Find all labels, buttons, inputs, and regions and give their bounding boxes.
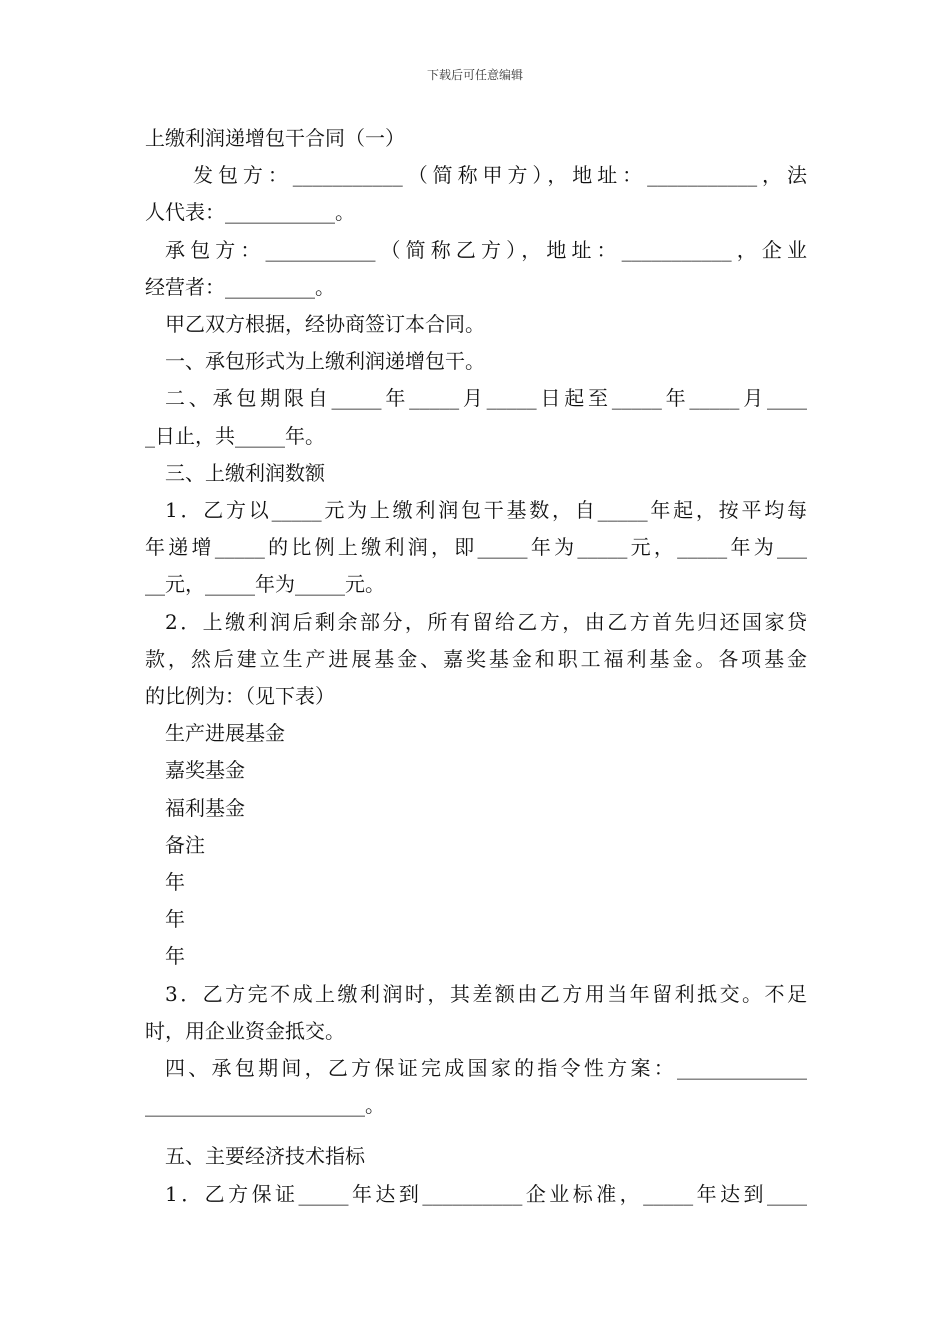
paragraph-line: 款，然后建立生产进展基金、嘉奖基金和职工福利基金。各项基金 (145, 646, 807, 671)
paragraph-line: 1．乙方以_____元为上缴利润包干基数，自_____年起，按平均每 (165, 498, 807, 523)
paragraph-line: 二、承包期限自_____年_____月_____日起至_____年_____月____ (165, 386, 807, 411)
table-cell-text: 年 (165, 870, 185, 895)
paragraph-line: 2．上缴利润后剩余部分，所有留给乙方，由乙方首先归还国家贷 (165, 609, 807, 634)
section-heading: 三、上缴利润数额 (165, 460, 325, 485)
paragraph-line: 发包方：___________（简称甲方），地址：___________，法 (193, 163, 807, 188)
table-cell-text: 年 (165, 944, 185, 969)
contract-body (145, 120, 807, 1213)
contract-title: 上缴利润递增包干合同（一） (145, 126, 405, 150)
paragraph-spacer (145, 1124, 807, 1138)
paragraph-line: 经营者：_________。 (145, 274, 335, 299)
paragraph-line: 甲乙双方根据，经协商签订本合同。 (165, 312, 485, 337)
page-header-note: 下载后可任意编辑 (426, 68, 523, 82)
table-cell-text: 备注 (165, 832, 205, 857)
paragraph-line: 一、承包形式为上缴利润递增包干。 (165, 349, 485, 374)
paragraph-line: 年递增_____的比例上缴利润，即_____年为_____元，_____年为___ (145, 535, 807, 560)
paragraph-line: ______________________。 (145, 1093, 385, 1118)
table-cell-text: 年 (165, 907, 185, 932)
paragraph-line: 四、承包期间，乙方保证完成国家的指令性方案：_____________ (165, 1056, 807, 1081)
table-cell-text: 生产进展基金 (165, 721, 285, 746)
paragraph-line: 承包方：___________（简称乙方），地址：___________，企业 (165, 237, 807, 262)
table-cell-text: 嘉奖基金 (165, 758, 245, 783)
paragraph-line: _日止，共_____年。 (145, 423, 325, 448)
paragraph-line: 1．乙方保证_____年达到__________企业标准，_____年达到____ (165, 1181, 807, 1206)
paragraph-line: __元，_____年为_____元。 (145, 572, 385, 597)
paragraph-line: 3．乙方完不成上缴利润时，其差额由乙方用当年留利抵交。不足 (165, 981, 807, 1006)
paragraph-line: 的比例为：（见下表） (145, 684, 335, 709)
section-heading: 五、主要经济技术指标 (165, 1144, 365, 1169)
table-cell-text: 福利基金 (165, 795, 245, 820)
paragraph-line: 时，用企业资金抵交。 (145, 1018, 345, 1043)
paragraph-line: 人代表：___________。 (145, 200, 355, 225)
